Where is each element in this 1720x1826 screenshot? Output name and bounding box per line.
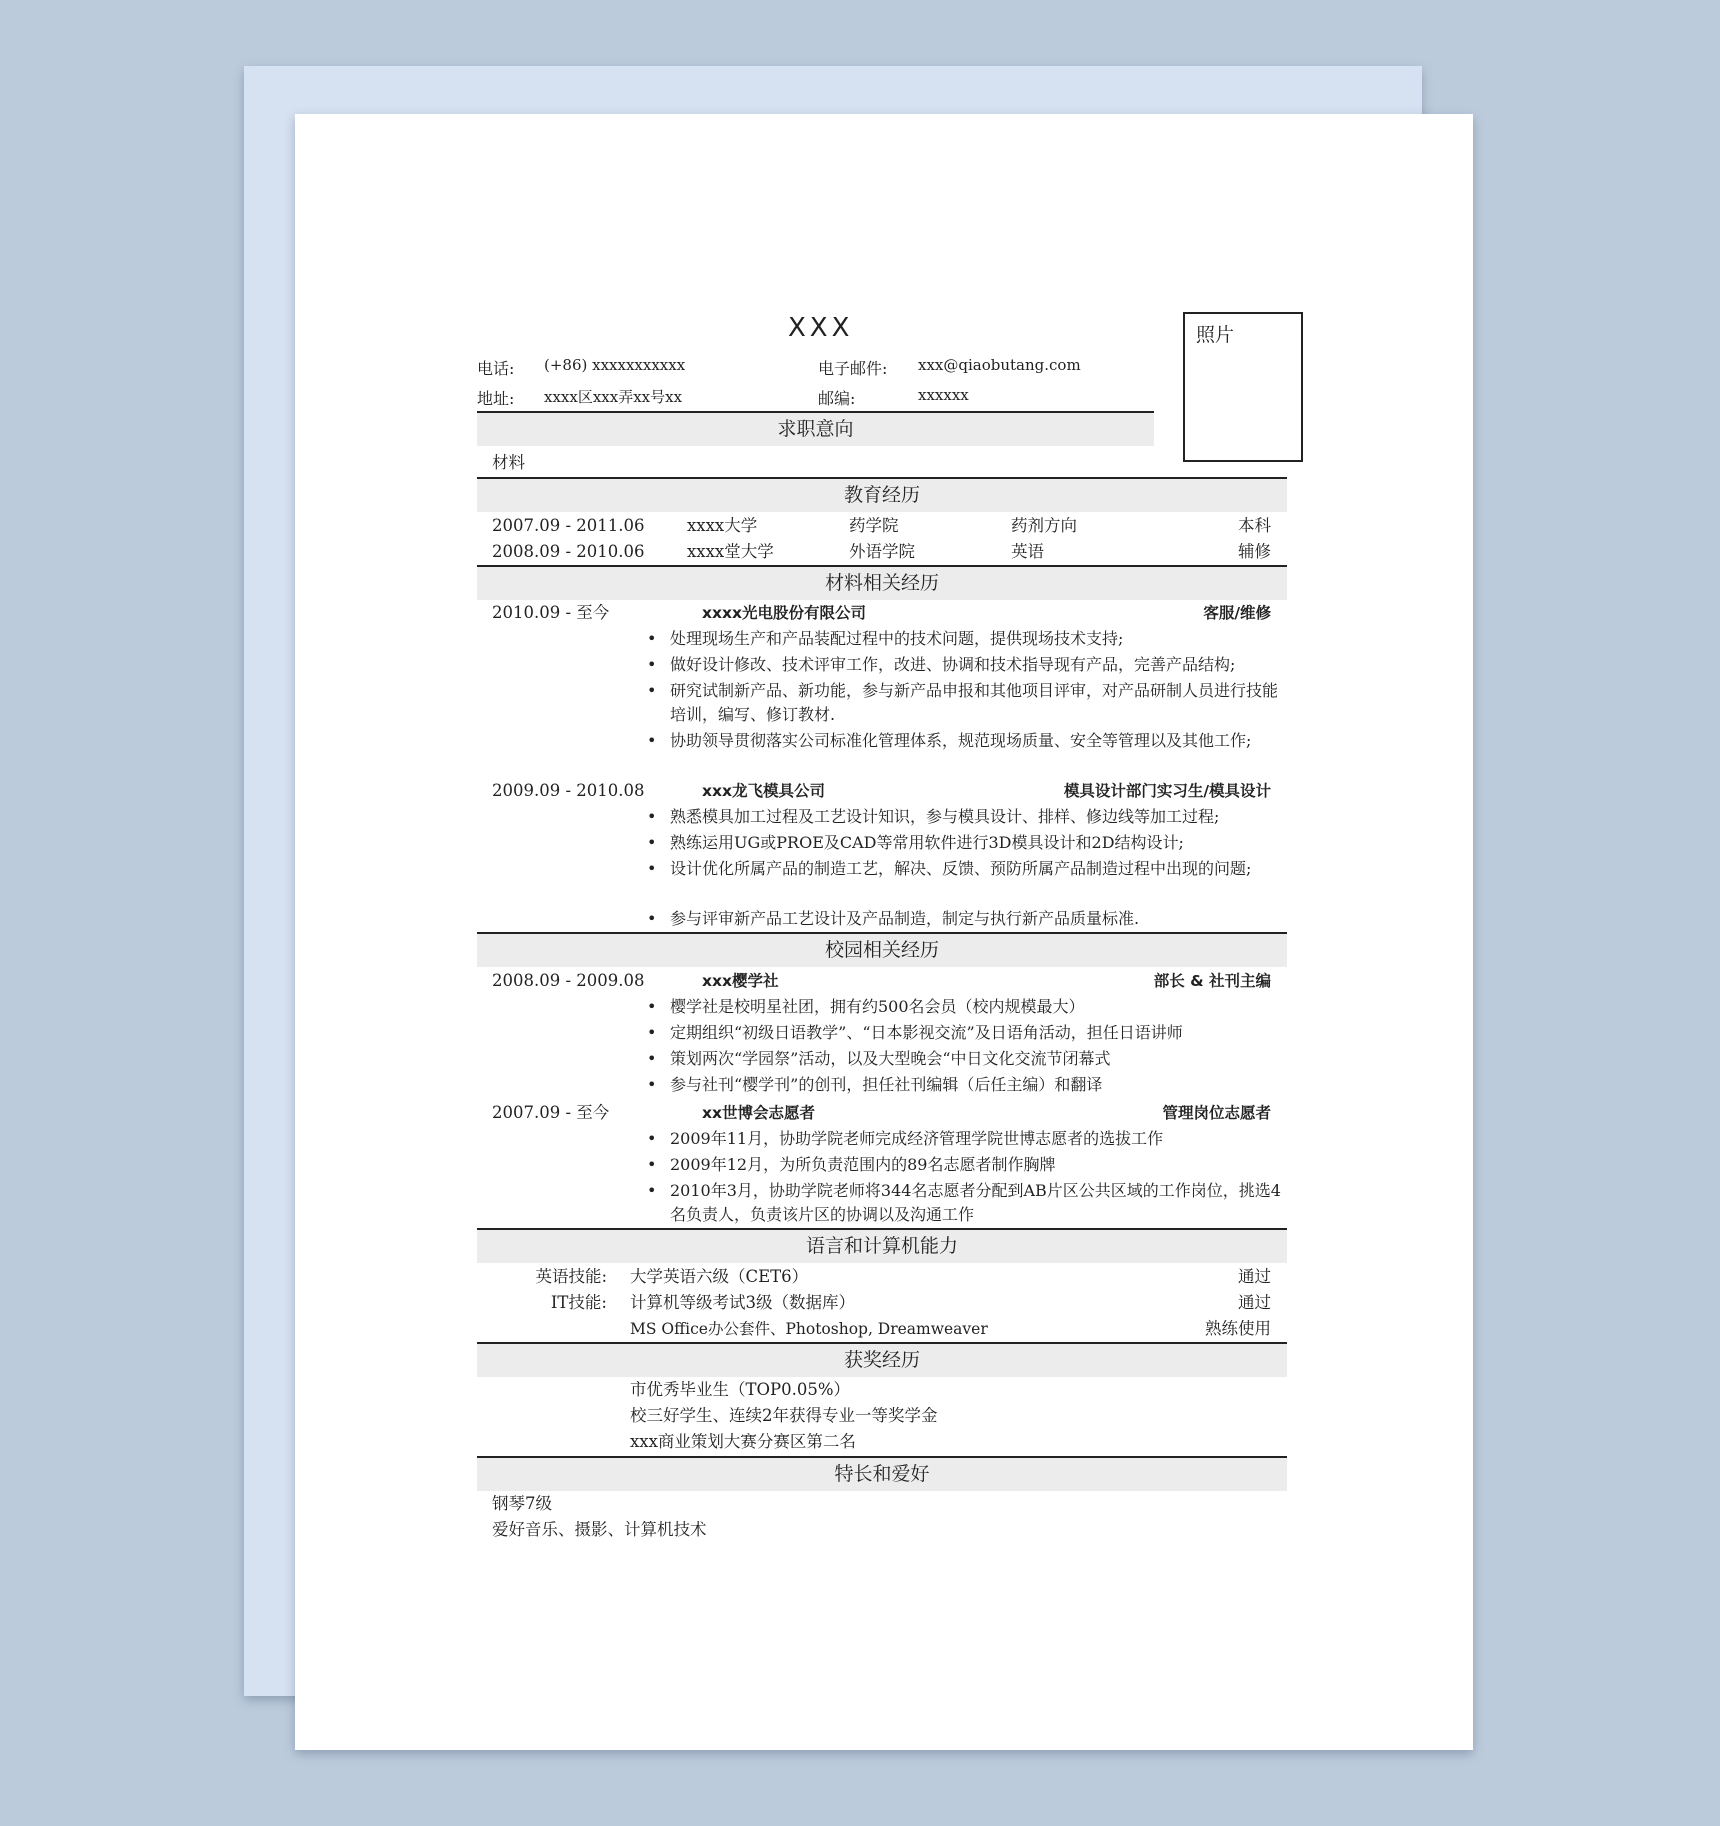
address-value: xxxx区xxx弄xx号xx (544, 388, 683, 406)
bullet-item: • 策划两次“学园祭”活动，以及大型晚会“中日文化交流节闭幕式 (647, 1049, 1111, 1068)
skill-row (477, 1316, 1287, 1342)
bullet-item: • 2010年3月，协助学院老师将344名志愿者分配到AB片区公共区域的工作岗位，挑选4名负责人，负责该片区的协调以及沟通工作 (647, 1181, 1281, 1224)
work-period: 2009.09 - 2010.08 (492, 781, 645, 800)
bullet-item: • 参与评审新产品工艺设计及产品制造，制定与执行新产品质量标准. (647, 909, 1140, 928)
campus-org: xxx樱学社 (702, 972, 779, 990)
email-label: 电子邮件: (818, 359, 888, 378)
section-awards-title: 获奖经历 (477, 1342, 1287, 1377)
edu-major: 英语 (1011, 542, 1044, 561)
bullet-item: • 协助领导贯彻落实公司标准化管理体系，规范现场质量、安全等管理以及其他工作; (647, 731, 1252, 750)
award-item: xxx商业策划大赛分赛区第二名 (630, 1432, 856, 1451)
skill-level: 熟练使用 (1205, 1319, 1271, 1338)
campus-entry-header (477, 1100, 1287, 1126)
bullet-item: • 做好设计修改、技术评审工作，改进、协调和技术指导现有产品，完善产品结构; (647, 655, 1236, 674)
campus-role: 部长 & 社刊主编 (1153, 972, 1271, 990)
edu-degree: 辅修 (1238, 542, 1271, 561)
skill-label: 英语技能: (535, 1267, 607, 1286)
bullet-item: • 参与社刊“樱学刊”的创刊，担任社刊编辑（后任主编）和翻译 (647, 1075, 1103, 1094)
email-value: xxx@qiaobutang.com (918, 356, 1081, 374)
phone-label: 电话: (477, 359, 515, 378)
work-org: xxxx光电股份有限公司 (702, 604, 866, 622)
section-objective-title: 求职意向 (477, 411, 1154, 446)
objective-content: 材料 (492, 453, 525, 472)
campus-role: 管理岗位志愿者 (1162, 1104, 1271, 1122)
skill-item: MS Office办公套件、Photoshop, Dreamweaver (630, 1320, 988, 1338)
candidate-name: XXX (788, 313, 854, 343)
skill-item: 计算机等级考试3级（数据库） (630, 1293, 855, 1312)
hobby-item: 爱好音乐、摄影、计算机技术 (492, 1520, 707, 1539)
skill-level: 通过 (1238, 1293, 1271, 1312)
work-org: xxx龙飞模具公司 (702, 782, 825, 800)
edu-school: xxxx堂大学 (687, 542, 774, 561)
work-period: 2010.09 - 至今 (492, 603, 610, 622)
photo-label: 照片 (1196, 324, 1235, 346)
campus-org: xx世博会志愿者 (702, 1104, 815, 1122)
section-campus-title: 校园相关经历 (477, 932, 1287, 967)
address-label: 地址: (477, 389, 515, 408)
bullet-item: • 设计优化所属产品的制造工艺，解决、反馈、预防所属产品制造过程中出现的问题; (647, 859, 1252, 878)
bullet-item: • 熟练运用UG或PROE及CAD等常用软件进行3D模具设计和2D结构设计; (647, 833, 1184, 852)
education-row (477, 513, 1287, 539)
zip-label: 邮编: (818, 389, 856, 408)
work-role: 客服/维修 (1203, 604, 1271, 622)
campus-period: 2007.09 - 至今 (492, 1103, 610, 1122)
campus-period: 2008.09 - 2009.08 (492, 971, 645, 990)
work-role: 模具设计部门实习生/模具设计 (1063, 782, 1271, 800)
bullet-item: • 2009年12月，为所负责范围内的89名志愿者制作胸牌 (647, 1155, 1056, 1174)
bullet-item: • 樱学社是校明星社团，拥有约500名会员（校内规模最大） (647, 997, 1085, 1016)
bullet-item: • 处理现场生产和产品装配过程中的技术问题，提供现场技术支持; (647, 629, 1124, 648)
skill-label: IT技能: (550, 1293, 607, 1312)
section-hobbies-title: 特长和爱好 (477, 1456, 1287, 1491)
work-entry-header (477, 600, 1287, 626)
campus-entry-header (477, 968, 1287, 994)
award-item: 校三好学生、连续2年获得专业一等奖学金 (630, 1406, 938, 1425)
bullet-item: • 研究试制新产品、新功能，参与新产品申报和其他项目评审，对产品研制人员进行技能培训，编写、修订教材. (647, 681, 1279, 724)
edu-school: xxxx大学 (687, 516, 758, 535)
edu-period: 2007.09 - 2011.06 (492, 516, 645, 535)
skill-item: 大学英语六级（CET6） (630, 1267, 809, 1286)
work-entry-header (477, 778, 1287, 804)
education-row (477, 539, 1287, 565)
bullet-item: • 定期组织“初级日语教学”、“日本影视交流”及日语角活动，担任日语讲师 (647, 1023, 1183, 1042)
skill-row (477, 1264, 1287, 1290)
phone-value: (+86) xxxxxxxxxxx (544, 356, 686, 374)
skill-level: 通过 (1238, 1267, 1271, 1286)
edu-degree: 本科 (1238, 516, 1271, 535)
hobby-item: 钢琴7级 (492, 1494, 552, 1513)
zip-value: xxxxxx (918, 386, 969, 404)
skill-row (477, 1290, 1287, 1316)
section-skills-title: 语言和计算机能力 (477, 1228, 1287, 1263)
award-item: 市优秀毕业生（TOP0.05%） (630, 1380, 851, 1399)
bullet-item: • 2009年11月，协助学院老师完成经济管理学院世博志愿者的选拔工作 (647, 1129, 1164, 1148)
section-work-title: 材料相关经历 (477, 565, 1287, 600)
edu-college: 外语学院 (849, 542, 915, 561)
edu-college: 药学院 (849, 516, 899, 535)
edu-major: 药剂方向 (1011, 516, 1077, 535)
bullet-item: • 熟悉模具加工过程及工艺设计知识，参与模具设计、排样、修边线等加工过程; (647, 807, 1220, 826)
edu-period: 2008.09 - 2010.06 (492, 542, 645, 561)
section-education-title: 教育经历 (477, 477, 1287, 512)
